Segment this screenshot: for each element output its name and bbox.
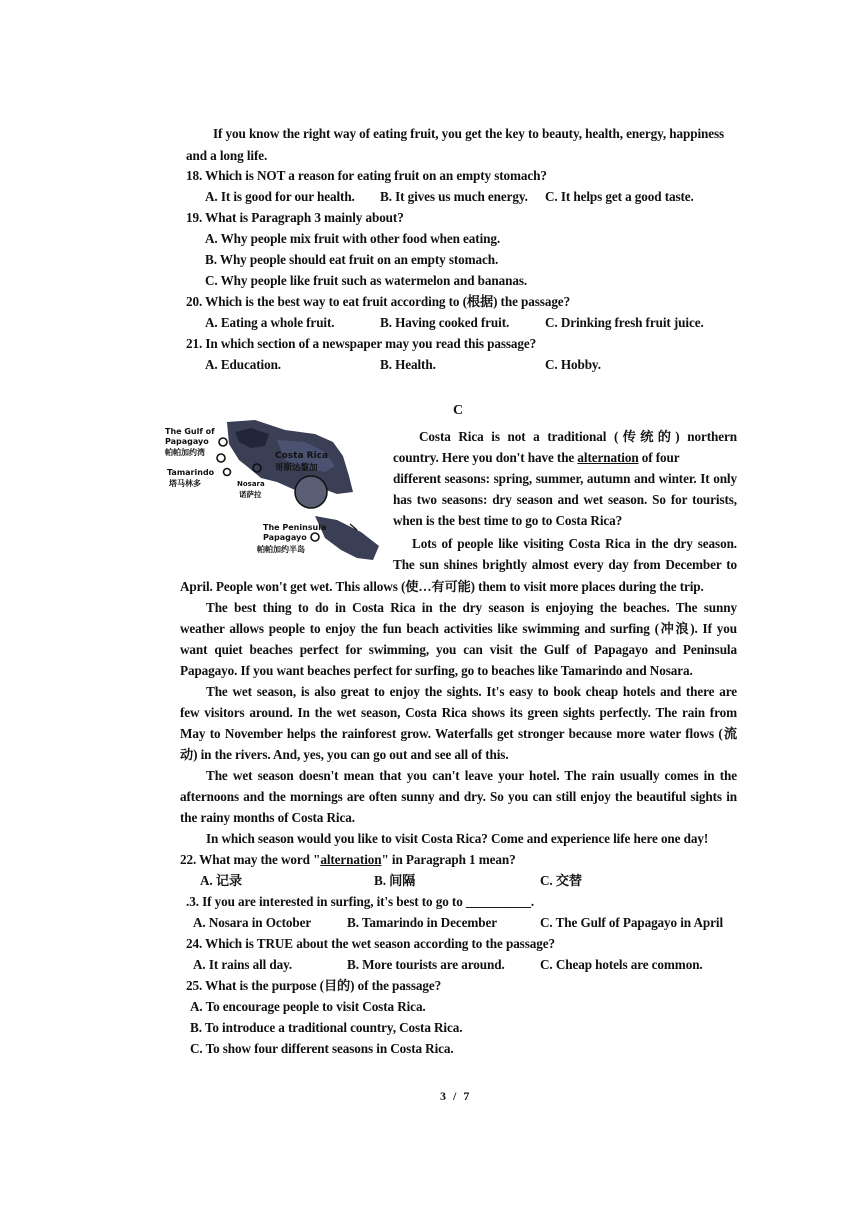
q24-option-a: A. It rains all day. bbox=[193, 957, 293, 972]
alternation-word: alternation bbox=[577, 450, 639, 465]
gulf-location-pin-icon bbox=[217, 454, 225, 462]
q21-option-c: C. Hobby. bbox=[545, 357, 601, 372]
q18-stem: 18. Which is NOT a reason for eating fruit on an empty stomach? bbox=[186, 168, 547, 183]
q24-stem: 24. Which is TRUE about the wet season according to the passage? bbox=[186, 936, 555, 951]
map-label-costa-cn: 哥斯达黎加 bbox=[275, 463, 318, 473]
q18-option-a: A. It is good for our health. bbox=[205, 189, 355, 204]
passage-text: country. Here you don't have the bbox=[393, 450, 578, 465]
map-label-nosara-en: Nosara bbox=[237, 480, 265, 488]
q19-option-a: A. Why people mix fruit with other food when eating. bbox=[205, 231, 501, 246]
page-number: 3 / 7 bbox=[440, 1089, 472, 1103]
passage-p4-line-2: few visitors around. In the wet season, Costa Rica shows its green sights perfectly. The rain from bbox=[180, 705, 737, 720]
map-circle-marker bbox=[295, 476, 327, 508]
map-label-gulf-en-1: The Gulf of bbox=[165, 427, 215, 436]
map-label-tamarindo-en: Tamarindo bbox=[167, 468, 215, 477]
q22-alternation-word: alternation bbox=[320, 852, 382, 867]
passage-p5-line-3: the rainy months of Costa Rica. bbox=[180, 810, 355, 825]
passage-p4-line-3: May to November helps the rainforest grow. Waterfalls get stronger because more water flows (流 bbox=[180, 726, 737, 741]
map-label-nosara-cn: 诺萨拉 bbox=[239, 490, 262, 499]
passage-p1-line-5: when is the best time to go to Costa Rica? bbox=[393, 513, 623, 528]
map-label-peninsula-cn: 帕帕加约半岛 bbox=[257, 545, 305, 554]
map-label-costa-en: Costa Rica bbox=[275, 451, 329, 461]
q21-option-a: A. Education. bbox=[205, 357, 282, 372]
q25-stem: 25. What is the purpose (目的) of the passage? bbox=[186, 978, 442, 993]
q21-option-b: B. Health. bbox=[380, 357, 436, 372]
passage-p3-line-3: want quiet beaches perfect for swimming, you can visit the Gulf of Papagayo and Peninsula bbox=[180, 642, 737, 657]
peninsula-location-pin-icon bbox=[311, 533, 319, 541]
q22-option-b: B. 间隔 bbox=[374, 873, 416, 888]
q23-option-b: B. Tamarindo in December bbox=[347, 915, 497, 930]
map-label-peninsula-en-2: Papagayo bbox=[263, 533, 307, 542]
tamarindo-location-pin-icon bbox=[224, 469, 231, 476]
q25-option-c: C. To show four different seasons in Costa Rica. bbox=[190, 1041, 454, 1056]
passage-p1-line-4: has two seasons: dry season and wet season. So for tourists, bbox=[393, 492, 737, 507]
passage-p4-line-1: The wet season, is also great to enjoy the sights. It's easy to book cheap hotels and there are bbox=[206, 684, 737, 699]
passage-p1-line-1: Costa Rica is not a traditional (传统的) northern bbox=[419, 429, 737, 444]
passage-text: of four bbox=[638, 450, 680, 465]
passage-p4-line-4: 动) in the rivers. And, yes, you can go out and see all of this. bbox=[180, 747, 509, 762]
q25-option-a: A. To encourage people to visit Costa Rica. bbox=[190, 999, 426, 1014]
q19-option-b: B. Why people should eat fruit on an empty stomach. bbox=[205, 252, 499, 267]
section-c-heading: C bbox=[453, 403, 464, 418]
q23-option-a: A. Nosara in October bbox=[193, 915, 312, 930]
map-label-gulf-cn: 帕帕加约湾 bbox=[165, 448, 205, 457]
q22-stem bbox=[180, 851, 516, 869]
q24-option-b: B. More tourists are around. bbox=[347, 957, 505, 972]
passage-p6-line-1: In which season would you like to visit Costa Rica? Come and experience life here one day! bbox=[206, 831, 709, 846]
passage-p3-line-4: Papagayo. If you want beaches perfect for surfing, go to beaches like Tamarindo and Nosara. bbox=[180, 663, 693, 678]
intro-line-2: and a long life. bbox=[186, 148, 268, 163]
passage-p3-line-1: The best thing to do in Costa Rica in the dry season is enjoying the beaches. The sunny bbox=[206, 600, 737, 615]
passage-p3-line-2: weather allows people to enjoy the fun beach activities like swimming and surfing (冲浪). If you bbox=[180, 621, 737, 636]
passage-p2-line-1: Lots of people like visiting Costa Rica in the dry season. bbox=[412, 536, 737, 551]
gulf-location-pin-icon bbox=[219, 438, 227, 446]
q19-stem: 19. What is Paragraph 3 mainly about? bbox=[186, 210, 404, 225]
q24-option-c: C. Cheap hotels are common. bbox=[540, 957, 703, 972]
q22-stem-part: " in Paragraph 1 mean? bbox=[381, 852, 516, 867]
passage-p2-line-2: The sun shines brightly almost every day from December to bbox=[393, 557, 737, 572]
q23-stem: .3. If you are interested in surfing, it's best to go to __________. bbox=[186, 894, 535, 909]
q20-option-b: B. Having cooked fruit. bbox=[380, 315, 510, 330]
passage-p5-line-2: afternoons and the mornings are often sunny and dry. So you can still enjoy the beautiful sights in bbox=[180, 789, 737, 804]
costa-rica-map bbox=[165, 420, 387, 570]
intro-line-1: If you know the right way of eating fruit, you get the key to beauty, health, energy, happiness bbox=[213, 126, 725, 141]
map-label-gulf-en-2: Papagayo bbox=[165, 437, 209, 446]
map-label-tamarindo-cn: 塔马林多 bbox=[169, 479, 201, 488]
q20-option-a: A. Eating a whole fruit. bbox=[205, 315, 335, 330]
map-label-peninsula-en-1: The Peninsula bbox=[263, 523, 327, 532]
passage-p5-line-1: The wet season doesn't mean that you can't leave your hotel. The rain usually comes in the bbox=[206, 768, 737, 783]
passage-p1-line-2 bbox=[393, 449, 737, 467]
q18-option-b: B. It gives us much energy. bbox=[380, 189, 528, 204]
q23-option-c: C. The Gulf of Papagayo in April bbox=[540, 915, 724, 930]
passage-p2-line-3: April. People won't get wet. This allows (使…有可能) them to visit more places during the trip. bbox=[180, 579, 704, 594]
q22-stem-part: 22. What may the word " bbox=[180, 852, 321, 867]
q18-option-c: C. It helps get a good taste. bbox=[545, 189, 694, 204]
q22-option-a: A. 记录 bbox=[200, 873, 242, 888]
q21-stem: 21. In which section of a newspaper may you read this passage? bbox=[186, 336, 537, 351]
q22-option-c: C. 交替 bbox=[540, 873, 582, 888]
q20-stem: 20. Which is the best way to eat fruit according to (根据) the passage? bbox=[186, 294, 571, 309]
passage-p1-line-3: different seasons: spring, summer, autumn and winter. It only bbox=[393, 471, 737, 486]
q19-option-c: C. Why people like fruit such as watermelon and bananas. bbox=[205, 273, 528, 288]
q25-option-b: B. To introduce a traditional country, Costa Rica. bbox=[190, 1020, 463, 1035]
q20-option-c: C. Drinking fresh fruit juice. bbox=[545, 315, 704, 330]
